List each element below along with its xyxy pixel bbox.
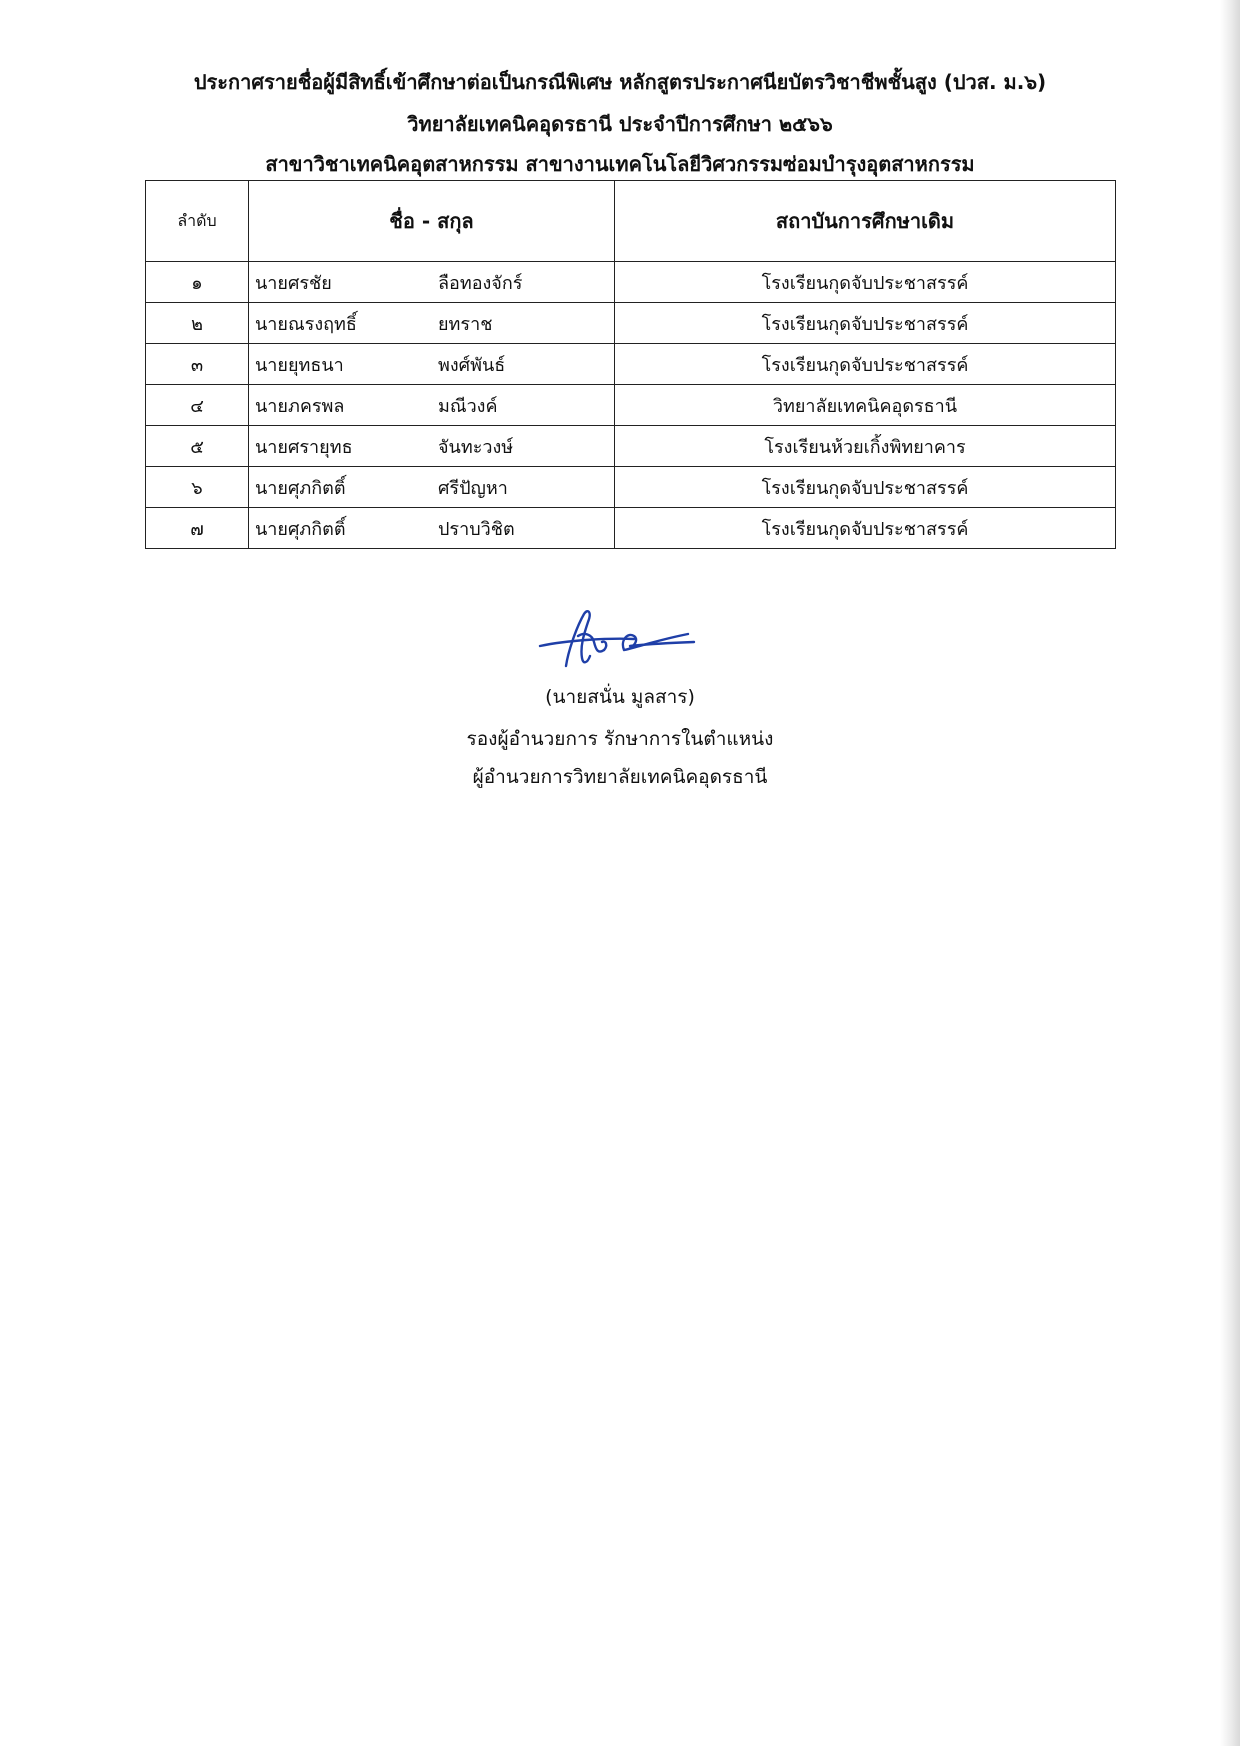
table-row [146, 262, 1116, 303]
row-school: วิทยาลัยเทคนิคอุดรธานี [615, 385, 1116, 426]
row-last-name: ลือทองจักร์ [438, 272, 523, 294]
header-order: ลำดับ [146, 181, 249, 262]
header-full-name: ชื่อ - สกุล [249, 181, 615, 262]
admission-roster-table [145, 180, 1116, 549]
table-row [146, 385, 1116, 426]
handwritten-signature [538, 606, 698, 678]
row-order: ๑ [146, 262, 249, 303]
table-row [146, 344, 1116, 385]
row-name-cell [249, 508, 615, 549]
row-last-name: จันทะวงษ์ [438, 436, 514, 458]
table-row [146, 426, 1116, 467]
row-first-name: นายศุภกิตติ์ [255, 477, 346, 499]
signer-position-title: ผู้อำนวยการวิทยาลัยเทคนิคอุดรธานี [472, 766, 768, 788]
row-name-cell [249, 344, 615, 385]
signer-name: (นายสนั่น มูลสาร) [545, 686, 695, 708]
row-name-cell [249, 385, 615, 426]
row-school: โรงเรียนห้วยเกิ้งพิทยาคาร [615, 426, 1116, 467]
row-last-name: ปราบวิชิต [438, 518, 515, 540]
table-row [146, 303, 1116, 344]
row-first-name: นายณรงฤทธิ์ [255, 313, 357, 335]
row-first-name: นายศรายุทธ [255, 436, 353, 458]
announcement-title: ประกาศรายชื่อผู้มีสิทธิ์เข้าศึกษาต่อเป็นกรณีพิเศษ หลักสูตรประกาศนียบัตรวิชาชีพชั้นสูง (ปวส. ม.๖) [193, 70, 1047, 94]
row-first-name: นายศุภกิตติ์ [255, 518, 346, 540]
row-name-cell [249, 426, 615, 467]
row-order: ๕ [146, 426, 249, 467]
table-row [146, 467, 1116, 508]
header-previous-school: สถาบันการศึกษาเดิม [615, 181, 1116, 262]
row-first-name: นายยุทธนา [255, 354, 344, 376]
college-and-year: วิทยาลัยเทคนิคอุดรธานี ประจำปีการศึกษา ๒๕๖๖ [407, 112, 833, 136]
row-name-cell [249, 467, 615, 508]
row-last-name: ศรีปัญหา [438, 477, 508, 499]
row-order: ๖ [146, 467, 249, 508]
row-school: โรงเรียนกุดจับประชาสรรค์ [615, 262, 1116, 303]
row-order: ๗ [146, 508, 249, 549]
row-last-name: ยทราช [438, 313, 493, 335]
row-last-name: พงศ์พันธ์ [438, 354, 506, 376]
row-school: โรงเรียนกุดจับประชาสรรค์ [615, 344, 1116, 385]
table-header-row [146, 181, 1116, 262]
row-order: ๒ [146, 303, 249, 344]
table-row [146, 508, 1116, 549]
row-last-name: มณีวงค์ [438, 395, 498, 417]
department-and-program: สาขาวิชาเทคนิคอุตสาหกรรม สาขางานเทคโนโลยีวิศวกรรมซ่อมบำรุงอุตสาหกรรม [265, 152, 975, 176]
row-school: โรงเรียนกุดจับประชาสรรค์ [615, 303, 1116, 344]
row-order: ๓ [146, 344, 249, 385]
row-order: ๔ [146, 385, 249, 426]
row-school: โรงเรียนกุดจับประชาสรรค์ [615, 467, 1116, 508]
page-edge-shadow [1220, 0, 1240, 1746]
signer-position: รองผู้อำนวยการ รักษาการในตำแหน่ง [466, 728, 774, 750]
row-first-name: นายศรชัย [255, 272, 332, 294]
row-first-name: นายภครพล [255, 395, 345, 417]
row-name-cell [249, 262, 615, 303]
row-school: โรงเรียนกุดจับประชาสรรค์ [615, 508, 1116, 549]
row-name-cell [249, 303, 615, 344]
